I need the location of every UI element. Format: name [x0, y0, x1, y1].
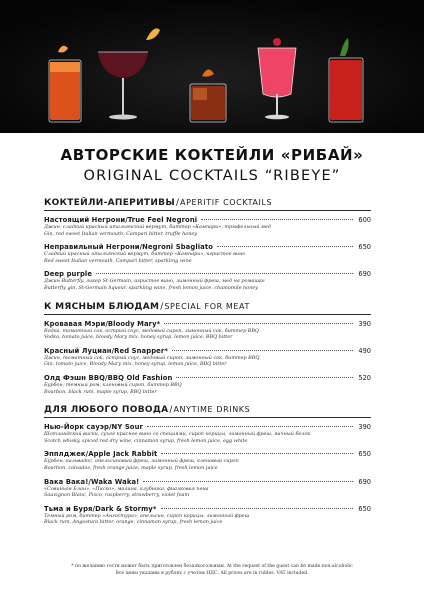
item-name: Тьма и Буря/Dark & Stormy* — [44, 504, 157, 513]
item-name: Красный Луциан/Red Snapper* — [44, 346, 168, 355]
menu-item — [44, 320, 371, 341]
hero-cocktails-photo — [0, 0, 424, 133]
item-desc-ru: Водка, томатный сок, острый соус, медовый сироп, лимонный сок, биттер BBQ — [44, 327, 259, 334]
item-price: 650 — [358, 450, 371, 459]
dotted-leader — [201, 219, 353, 220]
item-desc-ru: Шотландский виски, сухое красное вино со специями, сироп корицы, лимонный фреш, яичный белок — [44, 431, 311, 438]
item-desc-ru: Сладкий красный итальянский вермут, биттер «Кампари», игристое вино — [44, 251, 246, 258]
menu-item — [44, 505, 371, 526]
item-name: Кровавая Мэри/Bloody Mary* — [44, 319, 161, 328]
footnote-line-2: Все цены указаны в рублях с учетом НДС. All prices are in rubles. VAT included. — [115, 571, 309, 576]
footnote — [0, 563, 424, 577]
item-price: 390 — [358, 319, 371, 328]
section-title-en: ANYTIME DRINKS — [173, 405, 251, 415]
item-price: 690 — [358, 270, 371, 279]
menu-item — [44, 450, 371, 471]
section-anytime — [44, 405, 371, 526]
dotted-leader — [96, 273, 353, 274]
dotted-leader — [176, 377, 353, 378]
cocktail-glasses-illustration — [0, 0, 424, 133]
section-title-en: SPECIAL FOR MEAT — [164, 301, 250, 311]
title-en: ORIGINAL COCKTAILS “RIBEYE” — [83, 168, 341, 184]
menu-titles — [0, 146, 424, 186]
item-name: Эпплджек/Apple Jack Rabbit — [44, 450, 158, 459]
item-price: 600 — [358, 216, 371, 224]
item-desc-en: Bourbon, calvados, fresh orange juice, maple syrup, fresh lemon juice — [44, 464, 218, 471]
dotted-leader — [164, 323, 353, 324]
item-price: 520 — [358, 373, 371, 382]
item-desc-en: Butterfly gin, St-Germain liqueur, sparkling wine, fresh lemon juice, chamomile honey — [44, 284, 258, 291]
section-title-ru: ДЛЯ ЛЮБОГО ПОВОДА — [44, 405, 169, 416]
dotted-leader — [161, 453, 353, 454]
item-desc-en: Black rum, Angostura bitter, orange, cinnamon syrup, fresh lemon juice — [44, 519, 223, 526]
item-desc-ru: Бурбон, темный ром, кленовый сироп, биттер BBQ — [44, 381, 182, 388]
menu-item — [44, 478, 371, 499]
item-price: 650 — [358, 243, 371, 252]
item-price: 690 — [358, 477, 371, 486]
menu-item — [44, 374, 371, 395]
menu-item — [44, 243, 371, 264]
item-price: 650 — [358, 504, 371, 513]
item-desc-en: Sauvignon Blanc, Pisco, raspberry, strawberry, violet foam — [44, 492, 190, 499]
item-desc-en: Vodka, tomato juice, bloody Mary mix, honey syrup, lemon juice, BBQ bitter — [44, 334, 233, 341]
item-price: 390 — [358, 423, 371, 432]
menu-item — [44, 347, 371, 368]
dotted-leader — [143, 481, 353, 482]
item-name: Deep purple — [44, 270, 93, 279]
section-title-en: APERITIF COCKTAILS — [180, 198, 273, 207]
item-desc-ru: Джин, томатный сок, острый соус, медовый сироп, лимонный сок, биттер BBQ — [44, 354, 260, 361]
item-desc-en: Red sweet Italian vermouth, Campari bitter, sparkling wine — [44, 257, 192, 264]
section-title-ru: К МЯСНЫМ БЛЮДАМ — [44, 301, 160, 312]
section-header: ДЛЯ ЛЮБОГО ПОВОДА / ANYTIME DRINKS — [44, 405, 371, 418]
dotted-leader — [161, 508, 354, 509]
menu-item — [44, 270, 371, 291]
cocktail-menu — [44, 198, 371, 536]
item-desc-en: Scotch whisky, spiced red dry wine, cinnamon syrup, fresh lemon juice, egg white — [44, 437, 248, 444]
section-meat — [44, 302, 371, 396]
item-desc-ru: «Совиньон Блан», «Писко», малина, клубника, фиалковая пена — [44, 485, 209, 492]
item-price: 490 — [358, 346, 371, 355]
title-ru: АВТОРСКИЕ КОКТЕЙЛИ «РИБАЙ» — [60, 146, 364, 164]
item-name: Настоящий Негрони/True Feel Negroni — [44, 216, 198, 224]
section-aperitif — [44, 198, 371, 292]
item-desc-en: Gin, tomato juice, Bloody Mary mix, honey syrup, lemon juice, BBQ bitter — [44, 361, 227, 368]
item-desc-en: Gin, red sweet Italian vermouth, Campari bitter, truffle honey — [44, 230, 198, 237]
dotted-leader — [147, 426, 353, 427]
item-name: Вака Вака!/Waka Waka! — [44, 477, 140, 486]
item-desc-ru: Бурбон, кальвадос, апельсиновый фреш, лимонный фреш, кленовый сироп — [44, 458, 239, 465]
section-title-ru: КОКТЕЙЛИ-АПЕРИТИВЫ — [44, 198, 175, 208]
menu-item — [44, 216, 371, 237]
section-header: К МЯСНЫМ БЛЮДАМ / SPECIAL FOR MEAT — [44, 302, 371, 315]
menu-item — [44, 423, 371, 444]
item-desc-en: Bourbon, black rum, maple syrup, BBQ bitter — [44, 388, 157, 395]
dotted-leader — [172, 350, 353, 351]
section-header: КОКТЕЙЛИ-АПЕРИТИВЫ / APERITIF COCKTAILS — [44, 198, 371, 211]
item-desc-ru: Темный ром, биттер «Ангостура», апельсин, сироп корицы, лимонный фреш — [44, 512, 250, 519]
dotted-leader — [217, 246, 353, 247]
item-name: Неправильный Негрони/Negroni Sbagliato — [44, 243, 213, 252]
item-desc-ru: Джин, сладкий красный итальянский вермут, биттер «Кампари», трюфельный мед — [44, 224, 271, 230]
footnote-line-1: * по желанию гостя может быть приготовлен безалкогольным. At the request of the guest can be made non-alcoholic — [71, 564, 353, 569]
item-desc-ru: Джин Butterfly, ликер St-Germain, игристое вино, лимонный фреш, мед на ромашке — [44, 278, 265, 285]
item-name: Олд Фэшн BBQ/BBQ Old Fashion — [44, 373, 173, 382]
item-name: Нью-Йорк сауэр/NY Sour — [44, 423, 143, 432]
